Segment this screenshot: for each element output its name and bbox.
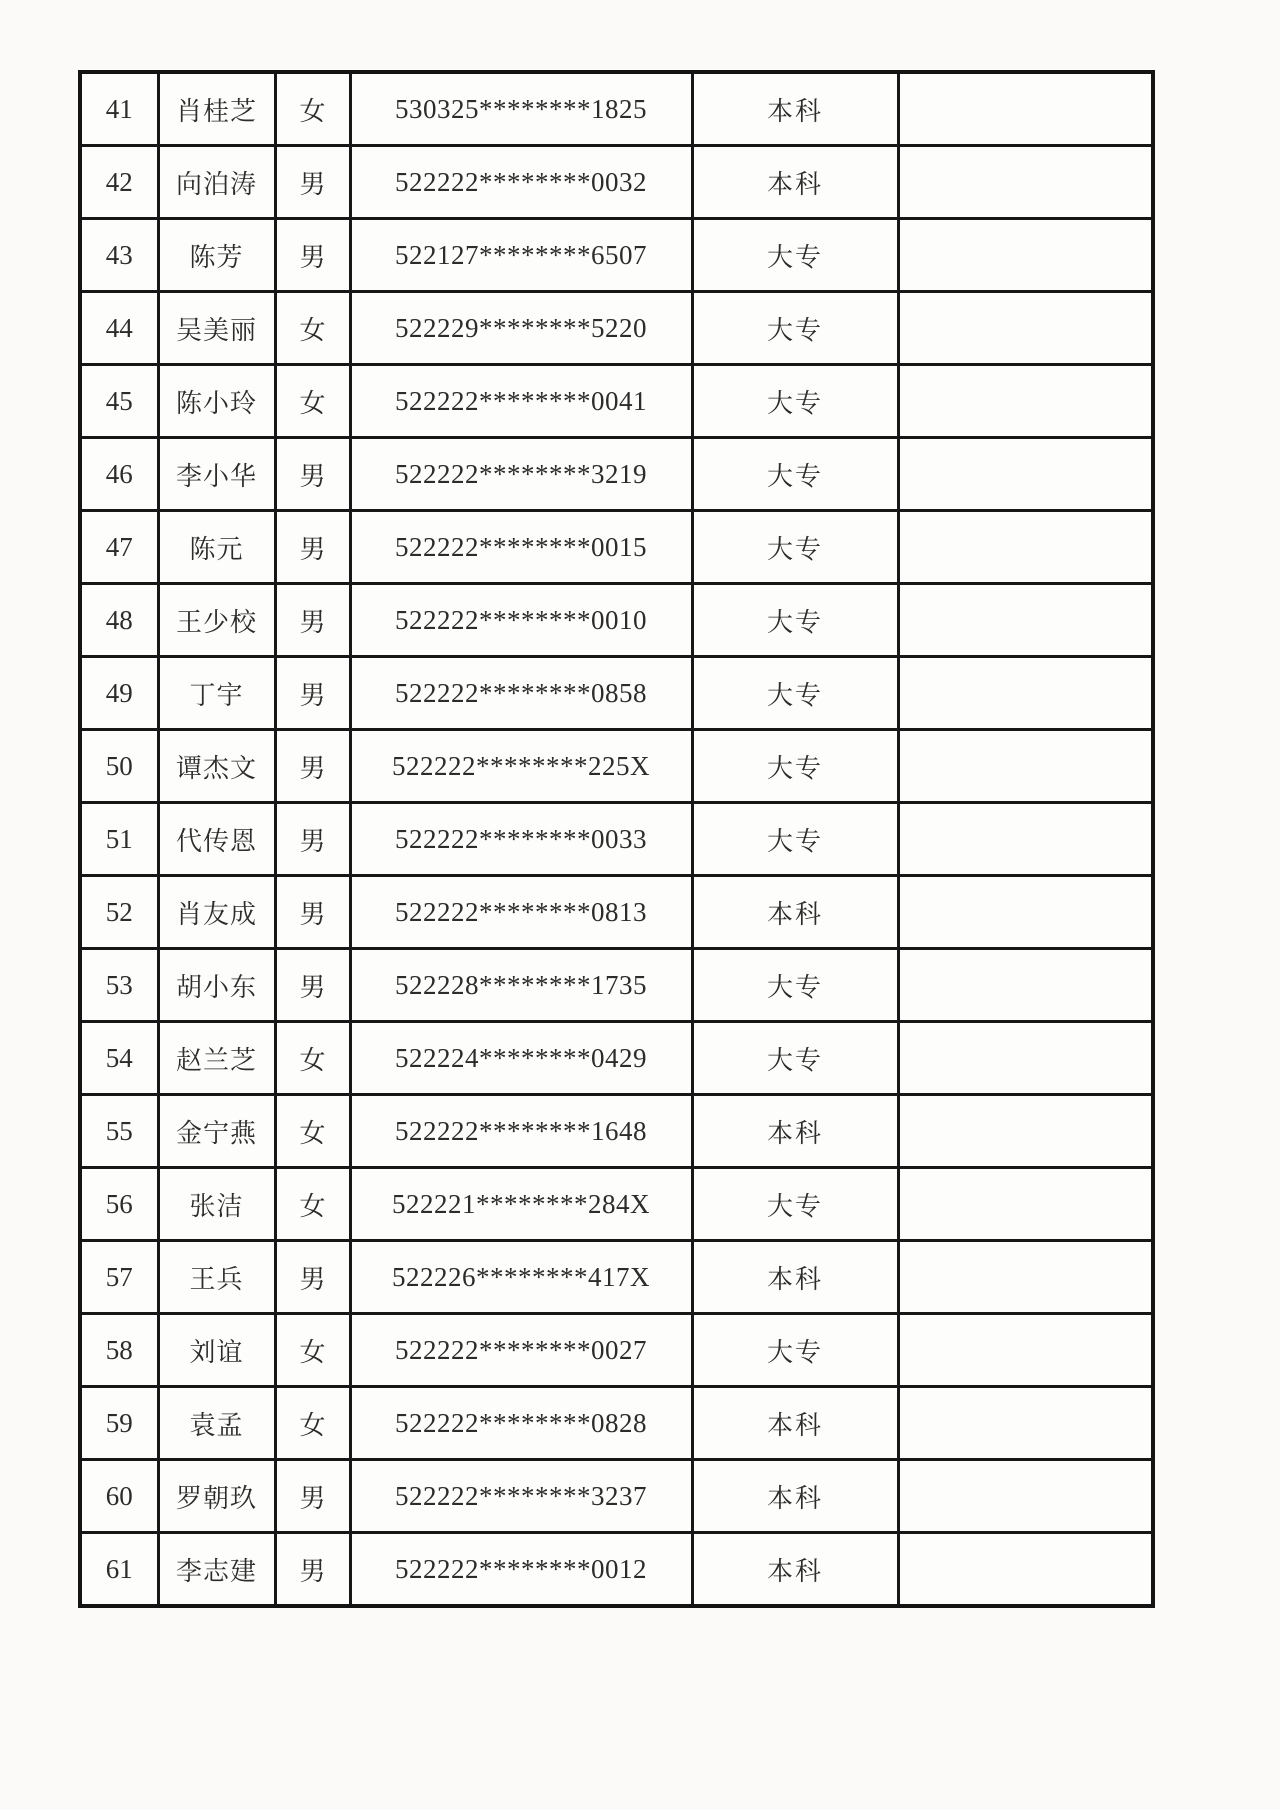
cell-education: 大专 bbox=[692, 949, 898, 1022]
cell-name: 代传恩 bbox=[158, 803, 275, 876]
cell-education: 大专 bbox=[692, 292, 898, 365]
cell-education: 大专 bbox=[692, 584, 898, 657]
cell-blank bbox=[898, 219, 1153, 292]
cell-gender: 女 bbox=[275, 72, 350, 146]
table-row bbox=[80, 1460, 1153, 1533]
cell-serial-number: 47 bbox=[80, 511, 158, 584]
cell-name: 吴美丽 bbox=[158, 292, 275, 365]
cell-id-number: 522222********0041 bbox=[350, 365, 692, 438]
table-row bbox=[80, 876, 1153, 949]
cell-id-number: 522222********1648 bbox=[350, 1095, 692, 1168]
table-row bbox=[80, 584, 1153, 657]
cell-blank bbox=[898, 72, 1153, 146]
cell-blank bbox=[898, 876, 1153, 949]
table-row bbox=[80, 438, 1153, 511]
cell-gender: 女 bbox=[275, 1022, 350, 1095]
cell-gender: 男 bbox=[275, 949, 350, 1022]
cell-serial-number: 48 bbox=[80, 584, 158, 657]
cell-blank bbox=[898, 438, 1153, 511]
cell-name: 胡小东 bbox=[158, 949, 275, 1022]
cell-education: 大专 bbox=[692, 1022, 898, 1095]
cell-serial-number: 51 bbox=[80, 803, 158, 876]
table-row bbox=[80, 1241, 1153, 1314]
cell-id-number: 522229********5220 bbox=[350, 292, 692, 365]
table-row bbox=[80, 72, 1153, 146]
cell-serial-number: 49 bbox=[80, 657, 158, 730]
cell-blank bbox=[898, 1387, 1153, 1460]
cell-id-number: 522222********3237 bbox=[350, 1460, 692, 1533]
cell-name: 陈小玲 bbox=[158, 365, 275, 438]
cell-serial-number: 52 bbox=[80, 876, 158, 949]
table-row bbox=[80, 1533, 1153, 1607]
cell-id-number: 522222********0010 bbox=[350, 584, 692, 657]
table-row bbox=[80, 219, 1153, 292]
cell-gender: 男 bbox=[275, 511, 350, 584]
cell-gender: 男 bbox=[275, 803, 350, 876]
cell-id-number: 522222********0033 bbox=[350, 803, 692, 876]
cell-blank bbox=[898, 1168, 1153, 1241]
cell-gender: 女 bbox=[275, 1168, 350, 1241]
cell-serial-number: 57 bbox=[80, 1241, 158, 1314]
cell-id-number: 522222********0015 bbox=[350, 511, 692, 584]
cell-education: 大专 bbox=[692, 1314, 898, 1387]
cell-id-number: 522222********225X bbox=[350, 730, 692, 803]
cell-serial-number: 45 bbox=[80, 365, 158, 438]
table-row bbox=[80, 1314, 1153, 1387]
cell-blank bbox=[898, 365, 1153, 438]
cell-id-number: 522222********0813 bbox=[350, 876, 692, 949]
table-row bbox=[80, 1168, 1153, 1241]
cell-serial-number: 59 bbox=[80, 1387, 158, 1460]
cell-id-number: 522222********3219 bbox=[350, 438, 692, 511]
cell-gender: 男 bbox=[275, 438, 350, 511]
cell-education: 大专 bbox=[692, 1168, 898, 1241]
cell-gender: 女 bbox=[275, 1314, 350, 1387]
cell-id-number: 522222********0858 bbox=[350, 657, 692, 730]
cell-blank bbox=[898, 1460, 1153, 1533]
cell-name: 李志建 bbox=[158, 1533, 275, 1607]
cell-name: 王兵 bbox=[158, 1241, 275, 1314]
cell-id-number: 522222********0828 bbox=[350, 1387, 692, 1460]
cell-gender: 男 bbox=[275, 657, 350, 730]
cell-gender: 男 bbox=[275, 219, 350, 292]
cell-gender: 男 bbox=[275, 146, 350, 219]
personnel-roster-table bbox=[78, 70, 1155, 1608]
cell-education: 本科 bbox=[692, 1533, 898, 1607]
cell-education: 本科 bbox=[692, 1460, 898, 1533]
table-row bbox=[80, 146, 1153, 219]
cell-gender: 男 bbox=[275, 730, 350, 803]
cell-blank bbox=[898, 1314, 1153, 1387]
cell-serial-number: 42 bbox=[80, 146, 158, 219]
cell-blank bbox=[898, 146, 1153, 219]
cell-id-number: 530325********1825 bbox=[350, 72, 692, 146]
cell-gender: 男 bbox=[275, 876, 350, 949]
cell-name: 陈元 bbox=[158, 511, 275, 584]
cell-blank bbox=[898, 657, 1153, 730]
cell-name: 向泊涛 bbox=[158, 146, 275, 219]
cell-blank bbox=[898, 730, 1153, 803]
cell-blank bbox=[898, 511, 1153, 584]
cell-name: 张洁 bbox=[158, 1168, 275, 1241]
cell-gender: 男 bbox=[275, 1533, 350, 1607]
cell-name: 袁孟 bbox=[158, 1387, 275, 1460]
cell-id-number: 522222********0032 bbox=[350, 146, 692, 219]
cell-name: 罗朝玖 bbox=[158, 1460, 275, 1533]
cell-education: 本科 bbox=[692, 1387, 898, 1460]
cell-serial-number: 44 bbox=[80, 292, 158, 365]
table-row bbox=[80, 511, 1153, 584]
table-row bbox=[80, 803, 1153, 876]
cell-name: 王少校 bbox=[158, 584, 275, 657]
cell-blank bbox=[898, 803, 1153, 876]
cell-id-number: 522221********284X bbox=[350, 1168, 692, 1241]
table-row bbox=[80, 657, 1153, 730]
table-row bbox=[80, 1095, 1153, 1168]
cell-serial-number: 58 bbox=[80, 1314, 158, 1387]
cell-gender: 女 bbox=[275, 292, 350, 365]
cell-serial-number: 61 bbox=[80, 1533, 158, 1607]
cell-id-number: 522228********1735 bbox=[350, 949, 692, 1022]
table-row bbox=[80, 365, 1153, 438]
table-row bbox=[80, 730, 1153, 803]
cell-gender: 男 bbox=[275, 584, 350, 657]
cell-blank bbox=[898, 292, 1153, 365]
cell-serial-number: 41 bbox=[80, 72, 158, 146]
roster-table-body bbox=[80, 72, 1153, 1606]
cell-education: 大专 bbox=[692, 511, 898, 584]
cell-name: 陈芳 bbox=[158, 219, 275, 292]
cell-id-number: 522222********0027 bbox=[350, 1314, 692, 1387]
cell-name: 丁宇 bbox=[158, 657, 275, 730]
table-row bbox=[80, 1022, 1153, 1095]
cell-education: 大专 bbox=[692, 365, 898, 438]
cell-serial-number: 43 bbox=[80, 219, 158, 292]
cell-blank bbox=[898, 584, 1153, 657]
cell-gender: 女 bbox=[275, 365, 350, 438]
cell-id-number: 522226********417X bbox=[350, 1241, 692, 1314]
cell-education: 大专 bbox=[692, 803, 898, 876]
cell-serial-number: 55 bbox=[80, 1095, 158, 1168]
cell-blank bbox=[898, 1533, 1153, 1607]
cell-serial-number: 53 bbox=[80, 949, 158, 1022]
cell-id-number: 522127********6507 bbox=[350, 219, 692, 292]
cell-education: 大专 bbox=[692, 219, 898, 292]
cell-gender: 男 bbox=[275, 1460, 350, 1533]
cell-education: 大专 bbox=[692, 657, 898, 730]
cell-education: 大专 bbox=[692, 730, 898, 803]
cell-education: 大专 bbox=[692, 438, 898, 511]
cell-blank bbox=[898, 1241, 1153, 1314]
cell-education: 本科 bbox=[692, 876, 898, 949]
cell-name: 刘谊 bbox=[158, 1314, 275, 1387]
cell-serial-number: 54 bbox=[80, 1022, 158, 1095]
cell-id-number: 522222********0012 bbox=[350, 1533, 692, 1607]
table-row bbox=[80, 949, 1153, 1022]
cell-education: 本科 bbox=[692, 146, 898, 219]
cell-name: 金宁燕 bbox=[158, 1095, 275, 1168]
cell-serial-number: 50 bbox=[80, 730, 158, 803]
cell-gender: 男 bbox=[275, 1241, 350, 1314]
cell-name: 肖桂芝 bbox=[158, 72, 275, 146]
cell-blank bbox=[898, 1022, 1153, 1095]
table-row bbox=[80, 1387, 1153, 1460]
cell-education: 本科 bbox=[692, 1095, 898, 1168]
cell-blank bbox=[898, 949, 1153, 1022]
cell-name: 赵兰芝 bbox=[158, 1022, 275, 1095]
table-row bbox=[80, 292, 1153, 365]
cell-name: 谭杰文 bbox=[158, 730, 275, 803]
cell-gender: 女 bbox=[275, 1095, 350, 1168]
cell-name: 李小华 bbox=[158, 438, 275, 511]
cell-education: 本科 bbox=[692, 72, 898, 146]
cell-gender: 女 bbox=[275, 1387, 350, 1460]
cell-education: 本科 bbox=[692, 1241, 898, 1314]
cell-blank bbox=[898, 1095, 1153, 1168]
cell-id-number: 522224********0429 bbox=[350, 1022, 692, 1095]
cell-serial-number: 60 bbox=[80, 1460, 158, 1533]
cell-name: 肖友成 bbox=[158, 876, 275, 949]
cell-serial-number: 46 bbox=[80, 438, 158, 511]
cell-serial-number: 56 bbox=[80, 1168, 158, 1241]
